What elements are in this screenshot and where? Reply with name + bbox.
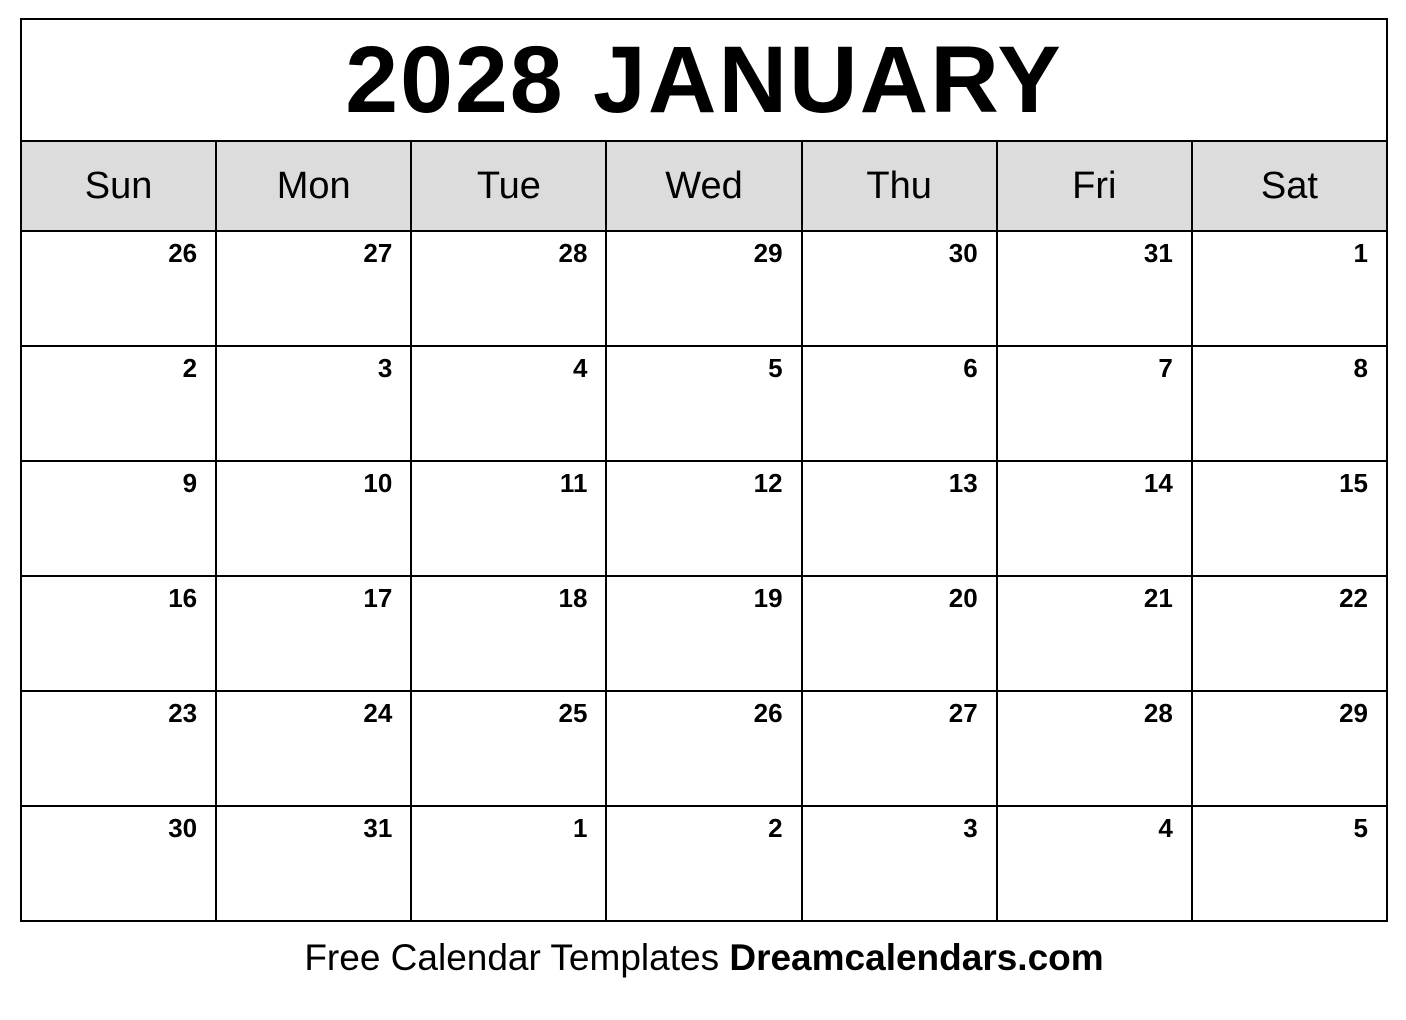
day-cell: 26: [22, 232, 215, 345]
day-cell: 5: [1193, 807, 1386, 920]
day-cell: 13: [803, 462, 996, 575]
day-cell: 3: [803, 807, 996, 920]
day-cell: 30: [22, 807, 215, 920]
day-cell: 1: [412, 807, 605, 920]
weekday-header-tue: Tue: [412, 142, 605, 230]
day-cell: 11: [412, 462, 605, 575]
day-cell: 15: [1193, 462, 1386, 575]
day-cell: 16: [22, 577, 215, 690]
day-cell: 10: [217, 462, 410, 575]
day-cell: 20: [803, 577, 996, 690]
day-cell: 23: [22, 692, 215, 805]
day-cell: 26: [607, 692, 800, 805]
day-cell: 14: [998, 462, 1191, 575]
day-cell: 27: [803, 692, 996, 805]
day-cell: 7: [998, 347, 1191, 460]
day-cell: 9: [22, 462, 215, 575]
day-cell: 31: [998, 232, 1191, 345]
day-cell: 8: [1193, 347, 1386, 460]
day-cell: 4: [412, 347, 605, 460]
day-cell: 27: [217, 232, 410, 345]
weekday-header-sat: Sat: [1193, 142, 1386, 230]
footer-brand: Dreamcalendars.com: [729, 937, 1104, 978]
weekday-header-sun: Sun: [22, 142, 215, 230]
day-cell: 29: [1193, 692, 1386, 805]
weekday-header-wed: Wed: [607, 142, 800, 230]
day-cell: 28: [412, 232, 605, 345]
day-cell: 22: [1193, 577, 1386, 690]
footer: [20, 936, 1388, 980]
day-cell: 17: [217, 577, 410, 690]
calendar: [20, 18, 1388, 922]
day-cell: 21: [998, 577, 1191, 690]
day-cell: 28: [998, 692, 1191, 805]
day-cell: 2: [607, 807, 800, 920]
day-cell: 5: [607, 347, 800, 460]
calendar-title: 2028 JANUARY: [22, 20, 1386, 140]
day-cell: 25: [412, 692, 605, 805]
day-cell: 29: [607, 232, 800, 345]
day-cell: 31: [217, 807, 410, 920]
day-cell: 2: [22, 347, 215, 460]
weekday-header-thu: Thu: [803, 142, 996, 230]
calendar-grid: [22, 140, 1386, 920]
day-cell: 12: [607, 462, 800, 575]
day-cell: 1: [1193, 232, 1386, 345]
day-cell: 4: [998, 807, 1191, 920]
day-cell: 30: [803, 232, 996, 345]
calendar-sheet: [20, 0, 1388, 980]
day-cell: 18: [412, 577, 605, 690]
day-cell: 3: [217, 347, 410, 460]
weekday-header-fri: Fri: [998, 142, 1191, 230]
footer-text: Free Calendar Templates: [304, 937, 720, 978]
day-cell: 24: [217, 692, 410, 805]
weekday-header-mon: Mon: [217, 142, 410, 230]
day-cell: 19: [607, 577, 800, 690]
day-cell: 6: [803, 347, 996, 460]
